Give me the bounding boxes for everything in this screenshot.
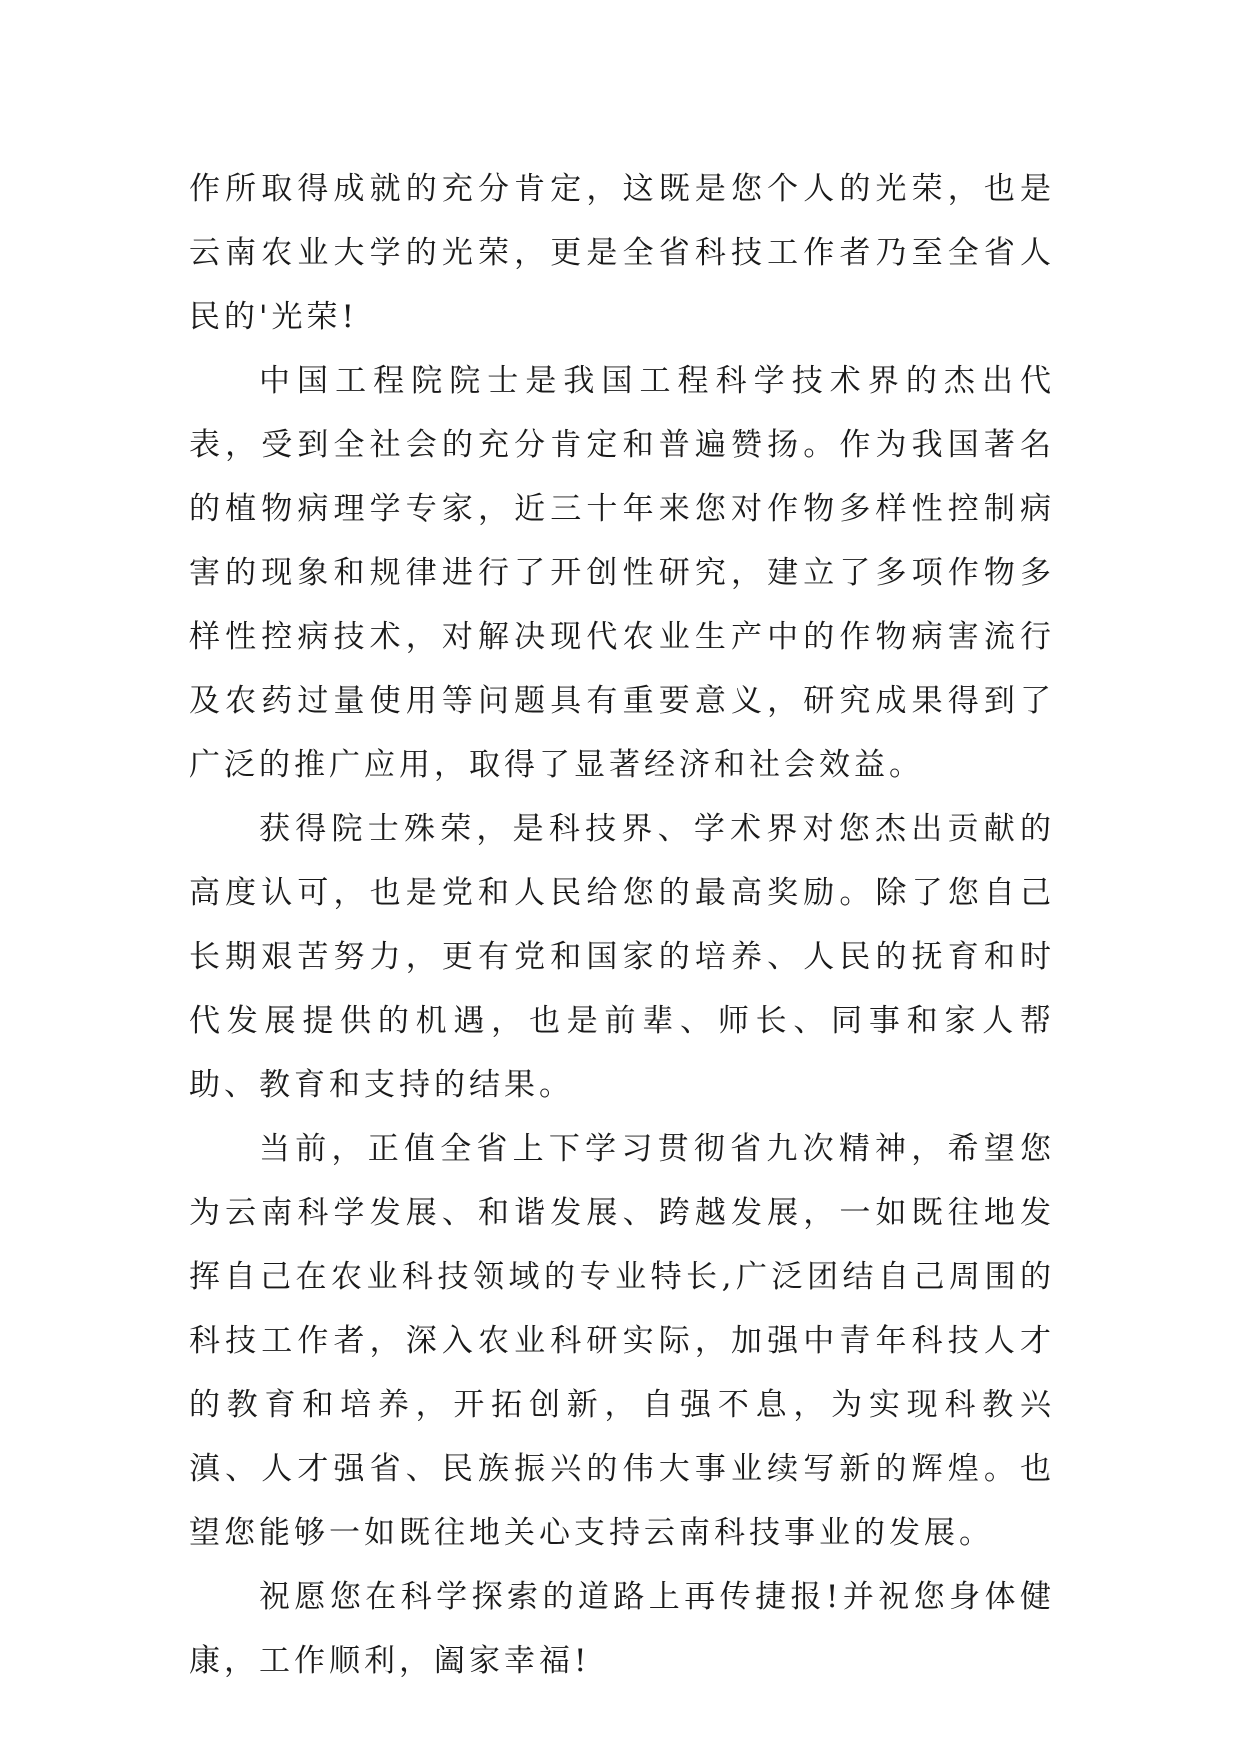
paragraph-continuation: 作所取得成就的充分肯定，这既是您个人的光荣，也是云南农业大学的光荣，更是全省科技工作者乃至全省人民的'光荣! bbox=[189, 171, 1055, 335]
paragraph-hopes: 当前，正值全省上下学习贯彻省九次精神，希望您为云南科学发展、和谐发展、跨越发展，一如既往地发挥自己在农业科技领域的专业特长,广泛团结自己周围的科技工作者，深入农业科研实际，加强中青年科技人才的教育和培养，开拓创新，自强不息，为实现科教兴滇、人才强省、民族振兴的伟大事业续写新的辉煌。也望您能够一如既往地关心支持云南科技事业的发展。 bbox=[189, 1131, 1055, 1551]
paragraph-academician-intro: 中国工程院院士是我国工程科学技术界的杰出代表，受到全社会的充分肯定和普遍赞扬。作为我国著名的植物病理学专家，近三十年来您对作物多样性控制病害的现象和规律进行了开创性研究，建立了多项作物多样性控病技术，对解决现代农业生产中的作物病害流行及农药过量使用等问题具有重要意义，研究成果得到了广泛的推广应用，取得了显著经济和社会效益。 bbox=[189, 363, 1055, 783]
paragraph-wishes: 祝愿您在科学探索的道路上再传捷报!并祝您身体健康，工作顺利，阖家幸福! bbox=[189, 1579, 1055, 1679]
letter-body bbox=[189, 157, 1055, 1693]
paragraph-honor: 获得院士殊荣，是科技界、学术界对您杰出贡献的高度认可，也是党和人民给您的最高奖励。除了您自己长期艰苦努力，更有党和国家的培养、人民的抚育和时代发展提供的机遇，也是前辈、师长、同事和家人帮助、教育和支持的结果。 bbox=[189, 811, 1055, 1103]
